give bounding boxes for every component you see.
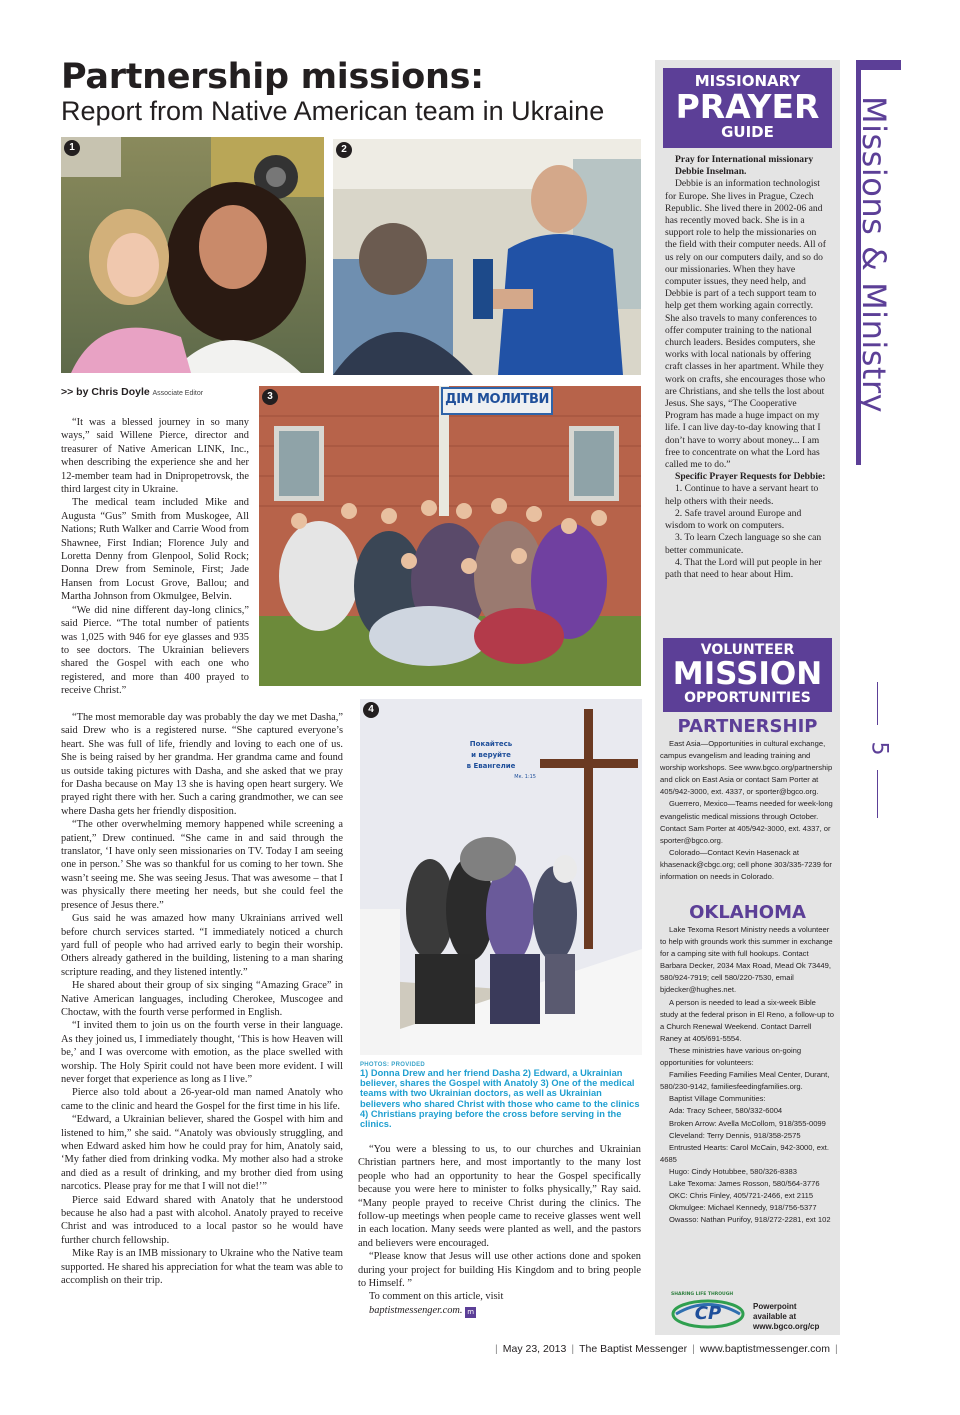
tab-page-rule (877, 770, 878, 818)
photo-number-badge: 4 (363, 702, 379, 718)
photo-4-praying (360, 699, 642, 1055)
oklahoma-item: Broken Arrow: Avella McCollom, 918/355-0099 (669, 1118, 826, 1128)
caption-text: 1) Donna Drew and her friend Dasha 2) Edward, a Ukrainian believer, shares the Gospel with Anatoly 3) One of the medical teams with two Ukrainian doctors, as well as Ukrainian believers who shared Christ with those who came to the clinics 4) Christians praying before the cross before serving in the clinics. (360, 1068, 640, 1130)
oklahoma-item: Families Feeding Families Meal Center, Durant, 580/230-9142, familiesfeedingfamilies.org. (660, 1070, 830, 1092)
cp-note: Powerpoint available at www.bgco.org/cp (753, 1302, 820, 1331)
photo-number-badge: 3 (262, 389, 278, 405)
photo-caption (360, 1062, 642, 1129)
oklahoma-item: Lake Texoma: James Rosson, 580/564-3776 (669, 1178, 820, 1188)
article-paragraph: “Edward, a Ukrainian believer, shared the Gospel with him and listened to him,” she said. “Anatoly was obviously struggling, and when Edward asked him how he could pray for him, Anatoly said, ‘My father died from drinking vodka. My mother also had a stroke and died as a result of drinking, and my brother died from using narcotics. Please pray for me that I will not die!’” (61, 1114, 343, 1193)
prayer-guide-line1: MISSIONARY (694, 72, 801, 90)
section-title: Missions & Ministry (855, 96, 893, 414)
volunteer-line1: VOLUNTEER (700, 642, 795, 658)
article-paragraph: “Please know that Jesus will use other actions done and spoken during your project for building His Kingdom and to bring people to Himself. ” (358, 1251, 641, 1290)
oklahoma-item: Ada: Tracy Scheer, 580/332-6004 (669, 1106, 783, 1116)
cp-tagline: SHARING LIFE THROUGH (671, 1292, 734, 1297)
partnership-item: East Asia—Opportunities in cultural exchange, campus evangelism and leading training and worship workshops. See www.bgco.org/partnership and click on East Asia or contact Sam Porter at 405/942-3000, ext. 4337, or sporter@bgco.org. (660, 739, 833, 797)
oklahoma-item: Baptist Village Communities: (669, 1094, 766, 1104)
messenger-logo-icon: m (465, 1307, 476, 1318)
photo-2-edward-anatoly (333, 139, 641, 375)
partnership-heading: PARTNERSHIP (677, 716, 818, 737)
comment-link[interactable]: baptistmessenger.com. (369, 1304, 463, 1316)
oklahoma-item: Entrusted Hearts: Carol McCain, 942-3000, ext. 4685 (660, 1142, 829, 1164)
article-paragraph: Pierce said Edward shared with Anatoly that he understood because he also had a past with alcohol. Anatoly prayed to receive Christ and was introduced to a local pastor so he would have further church fellowship. (61, 1194, 343, 1246)
footer-paper: The Baptist Messenger (579, 1343, 688, 1355)
wall-line: и веруйте (471, 751, 511, 759)
headline-title: Partnership missions: (61, 57, 484, 97)
cp-logo (671, 1292, 745, 1330)
article-paragraph: Pierce also told about a 26-year-old man named Anatoly who came to the clinic and heard the Gospel for the first time in his life. (61, 1087, 343, 1112)
cp-logo-text: CP (694, 1303, 722, 1324)
byline-prefix: >> by (61, 386, 92, 398)
page-number: 5 (866, 741, 892, 756)
church-sign: ДІМ МОЛИТВИ (445, 392, 549, 407)
oklahoma-item: Lake Texoma Resort Ministry needs a volunteer to help with grounds work this summer in exchange for a camping site with full hookups. Contact Barbara Decker, 2034 Max Road, Mead Ok 73449, 580/924-7919; cell 580/220-7530, email bjdecker@hughes.net. (660, 925, 833, 995)
prayer-guide-line2: PRAYER (675, 87, 820, 126)
photo-credit: PHOTOS: PROVIDED (360, 1062, 426, 1068)
tab-top-bar (856, 60, 901, 70)
comment-line (358, 1304, 641, 1318)
sidebar (655, 60, 840, 1335)
article-paragraph: The medical team included Mike and Augusta “Gus” Smith from Muskogee, All Nations; Ruth Walker and Carrie Wood from Shawnee, First Indian; Florence July and Loretta Denny from Glenpool, Solid Rock; Donna Drew from Seminole, First; Jade Hansen from Locust Grove, Ballou; and Martha Johnson from Okmulgee, Belvin. (61, 497, 249, 603)
wall-scripture (446, 739, 536, 783)
prayer-lead: Pray for International missionary Debbie Inselman. (675, 154, 814, 178)
prayer-request: 2. Safe travel around Europe and wisdom to work on computers. (665, 507, 802, 532)
oklahoma-list (660, 924, 835, 1226)
article-column-1a (61, 416, 249, 698)
footer-date: May 23, 2013 (502, 1343, 567, 1355)
photo-1-dasha (61, 137, 324, 373)
wall-line: Покайтесь (469, 740, 513, 748)
byline (61, 386, 203, 398)
partnership-item: Guerrero, Mexico—Teams needed for week-long evangelistic medical missions through October. Contact Sam Porter at 405/942-3000, ext. 4337, or sporter@bgco.org. (660, 799, 833, 845)
photo-number-badge: 1 (64, 140, 80, 156)
oklahoma-item: Okmulgee: Michael Kennedy, 918/756-5377 (669, 1203, 817, 1213)
byline-author: Chris Doyle (91, 386, 150, 398)
article-paragraph: “We did nine different day-long clinics,” said Pierce. “The total number of patients was 1,025 with 946 for eye glasses and 935 to see doctors. The Ukrainian believers shared the Gospel with each one who registered, and more than 400 prayed to receive Christ.” (61, 604, 249, 697)
article-paragraph: “You were a blessing to us, to our churches and Ukrainian Christian partners here, and most importantly to the many lost people who had an opportunity to hear the Gospel specifically because you were here to minister to folks physically,” Ray said. “Many people prayed to receive Christ during the clinics. The follow-up meetings when people came to receive glasses went well in each location. Many seeds were planted as well, and the pastors and believers were encouraged. (358, 1144, 641, 1249)
article-column-2 (358, 1143, 641, 1318)
volunteer-banner (663, 638, 832, 712)
prayer-request: 3. To learn Czech language so she can better communicate. (665, 532, 822, 556)
oklahoma-item: A person is needed to lead a six-week Bible study at the federal prison in El Reno, a follow-up to a Church Renewal Weekend. Contact Darrell Raney at 405/691-5554. (660, 997, 834, 1043)
partnership-list (660, 738, 835, 883)
photo-3-medical-team (259, 386, 641, 686)
prayer-body: Debbie is an information technologist for Europe. She lives in Prague, Czech Republic. She lived there in 2002-06 and has recently moved back. She is in a support role to help the missionaries on the field with their computer needs. All of us rely on our computers daily, and so do our missionaries. When they have computer issues, they need help, and Debbie is part of a tech support team to help get them working again correctly. She also travels to many conferences to offer computer training to the national church leaders. Besides computers, she works with local nationals by offering craft classes in her apartment. While they work on crafts, she encourages those who are Christians, and she tells the lost about Jesus. She says, “The Cooperative Program has made a huge impact on my life. I can live day-to-day knowing that I don’t have to worry about money... I am free to concentrate on what the Lord has called me to do.” (665, 178, 826, 471)
prayer-requests-title: Specific Prayer Requests for Debbie: (675, 471, 826, 483)
oklahoma-item: Owasso: Nathan Purifoy, 918/272-2281, ext 102 (669, 1215, 831, 1225)
article-paragraph: Gus said he was amazed how many Ukrainians arrived well before church services started. “I immediately noticed a church yard full of people who had arrived early to begin their worship. Others already gathered in the building, listening to a man sharing scripture reading, and they listened intently.” (61, 913, 343, 978)
oklahoma-item: Hugo: Cindy Hotubbee, 580/326-8383 (669, 1166, 797, 1176)
oklahoma-heading: OKLAHOMA (689, 902, 806, 923)
article-paragraph: To comment on this article, visit (369, 1291, 504, 1303)
article-paragraph: “The most memorable day was probably the day we met Dasha,” said Drew who is a registered nurse. “She captured everyone’s heart. She was full of life, friendly and loving to each one of us. She is being raised by her grandma. Her grandma came and found us outside taking pictures with Dasha, and she asked that we pray for Dasha because on May 13 she is having open heart surgery. We prayed right there with her. Such a caring grandmother, we can see where Dasha gets her friendly disposition. (61, 712, 343, 817)
prayer-guide-banner (663, 68, 832, 148)
headline-subtitle: Report from Native American team in Ukraine (61, 96, 605, 126)
volunteer-line2: MISSION (672, 656, 823, 692)
wall-line: Мк. 1:15 (514, 774, 536, 780)
headline (61, 58, 651, 126)
oklahoma-item: OKC: Chris Finley, 405/721-2466, ext 2115 (669, 1191, 814, 1201)
article-paragraph: “The other overwhelming memory happened while screening a patient,” Drew continued. “She came in and said through the translator, ‘I have only seen missionaries on TV. Today I am seeing one in person.’ She was so thankful for us coming to her town. She wasn’t seeing me. She was seeing Jesus. That was awesome – that I was physically there meeting her needs, but she could feel the presence of Jesus there.” (61, 819, 343, 911)
article-paragraph: “I invited them to join us on the fourth verse in their language. As they joined us, I immediately thought, ‘This is how Heaven will be,’ and I was overcome with emotion, as the place swelled with worship. The Holy Spirit could not have been more evident. I will never forget that experience as long as I live.” (61, 1020, 343, 1085)
oklahoma-item: Cleveland: Terry Dennis, 918/358-2575 (669, 1130, 801, 1140)
photo-number-badge: 2 (336, 142, 352, 158)
article-paragraph: “It was a blessed journey in so many ways,” said Willene Pierce, director and treasurer of Native American LINK, Inc., when describing the experience she and her 12-member team had in Dnipropetrovsk, the third largest city in Ukraine. (61, 417, 249, 496)
byline-title: Associate Editor (152, 390, 204, 397)
prayer-guide-line3: GUIDE (721, 123, 774, 141)
footer: | May 23, 2013 | The Baptist Messenger | www.baptistmessenger.com | (495, 1343, 838, 1355)
oklahoma-item: These ministries have various on-going opportunities for volunteers: (660, 1045, 802, 1068)
article-paragraph: He shared about their group of six singing “Amazing Grace” in Native American languages, including Cherokee, Muscogee and Choctaw, with the fourth verse performed in English. (61, 980, 343, 1018)
prayer-guide-text (665, 154, 829, 581)
footer-site[interactable]: www.baptistmessenger.com (699, 1343, 830, 1355)
article-column-1b (61, 711, 343, 1287)
wall-line: в Евангелие (466, 762, 516, 770)
prayer-request: 1. Continue to have a servant heart to help others with their needs. (665, 483, 819, 507)
prayer-request: 4. That the Lord will put people in her path that need to hear about Him. (665, 556, 822, 580)
partnership-item: Colorado—Contact Kevin Hasenack at khasenack@cbgc.org; cell phone 303/335-7239 for information on needs in Colorado. (660, 847, 832, 882)
article-paragraph: Mike Ray is an IMB missionary to Ukraine who the Native team supported. He shared his appreciation for what the team was able to accomplish on their trip. (61, 1248, 343, 1287)
tab-page-rule (877, 682, 878, 725)
volunteer-line3: OPPORTUNITIES (684, 690, 811, 706)
